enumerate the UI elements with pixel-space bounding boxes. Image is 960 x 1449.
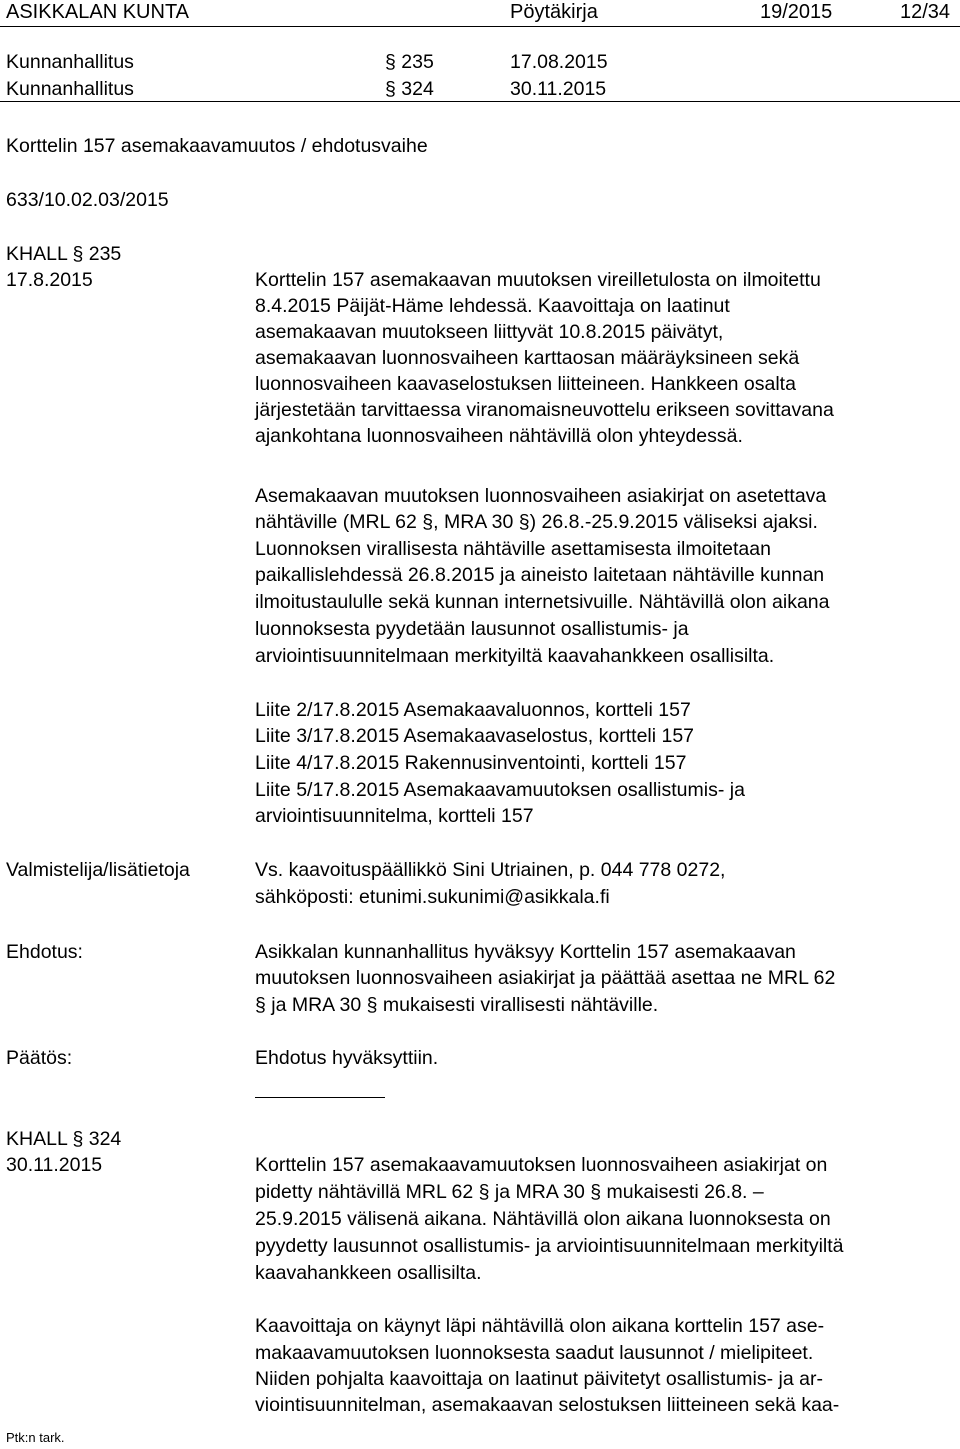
proposal-label: Ehdotus: <box>6 941 83 963</box>
reference-body: Kunnanhallitus <box>6 51 134 73</box>
paragraph-line: Korttelin 157 asemakaavan muutoksen vireilletulosta on ilmoitettu <box>255 269 821 291</box>
record-id: 633/10.02.03/2015 <box>6 189 169 211</box>
attachment-item: Liite 3/17.8.2015 Asemakaavaselostus, kortteli 157 <box>255 725 695 747</box>
attachment-item: Liite 5/17.8.2015 Asemakaavamuutoksen osallistumis- ja <box>255 779 745 801</box>
paragraph-line: ajankohtana luonnosvaiheen nähtävillä olon yhteydessä. <box>255 425 743 447</box>
paragraph-line: makaavamuutoksen luonnoksesta saadut lausunnot / mielipiteet. <box>255 1342 814 1364</box>
header-rule <box>0 26 960 27</box>
page-number: 12/34 <box>900 1 951 23</box>
proposal-line: muutoksen luonnosvaiheen asiakirjat ja päättää asettaa ne MRL 62 <box>255 967 836 989</box>
paragraph-line: asemakaavan muutokseen liittyvät 10.8.2015 päivätyt, <box>255 321 724 343</box>
paragraph-line: Niiden pohjalta kaavoittaja on laatinut päivitetyt osallistumis- ja ar- <box>255 1368 823 1390</box>
paragraph-line: pyydetty lausunnot osallistumis- ja arviointisuunnitelmaan merkityiltä <box>255 1235 844 1257</box>
document-number: 19/2015 <box>760 1 833 23</box>
paragraph-line: arviointisuunnitelmaan merkityiltä kaavahankkeen osallisilta. <box>255 645 775 667</box>
attachment-item: Liite 2/17.8.2015 Asemakaavaluonnos, kortteli 157 <box>255 699 691 721</box>
paragraph-line: ilmoitustaululle sekä kunnan internetsivuille. Nähtävillä olon aikana <box>255 591 830 613</box>
decision-text: Ehdotus hyväksyttiin. <box>255 1047 439 1069</box>
paragraph-line: Luonnoksen virallisesta nähtäville asettamisesta ilmoitetaan <box>255 538 771 560</box>
preparer-line: sähköposti: etunimi.sukunimi@asikkala.fi <box>255 886 610 908</box>
decision-label: Päätös: <box>6 1047 73 1069</box>
paragraph-line: paikallislehdessä 26.8.2015 ja aineisto laitetaan nähtäville kunnan <box>255 564 825 586</box>
paragraph-line: 25.9.2015 välisenä aikana. Nähtävillä olon aikana luonnoksesta on <box>255 1208 831 1230</box>
footer-initials-label: Ptk:n tark. <box>6 1430 65 1445</box>
preparer-line: Vs. kaavoituspäällikkö Sini Utriainen, p. 044 778 0272, <box>255 859 726 881</box>
paragraph-line: Kaavoittaja on käynyt läpi nähtävillä olon aikana korttelin 157 ase- <box>255 1315 825 1337</box>
reference-section: § 324 <box>385 78 434 100</box>
attachment-item: arviointisuunnitelma, kortteli 157 <box>255 805 534 827</box>
paragraph-line: pidetty nähtävillä MRL 62 § ja MRA 30 § mukaisesti 26.8. – <box>255 1181 764 1203</box>
meeting-date: 17.8.2015 <box>6 269 93 291</box>
paragraph-line: asemakaavan luonnosvaiheen karttaosan määräyksineen sekä <box>255 347 800 369</box>
reference-body: Kunnanhallitus <box>6 78 134 100</box>
paragraph-line: Korttelin 157 asemakaavamuutoksen luonnosvaiheen asiakirjat on <box>255 1154 828 1176</box>
paragraph-line: 8.4.2015 Päijät-Häme lehdessä. Kaavoittaja on laatinut <box>255 295 730 317</box>
proposal-line: Asikkalan kunnanhallitus hyväksyy Korttelin 157 asemakaavan <box>255 941 796 963</box>
page-title: Korttelin 157 asemakaavamuutos / ehdotusvaihe <box>6 135 428 157</box>
reference-date: 30.11.2015 <box>510 78 607 100</box>
preparer-label: Valmistelija/lisätietoja <box>6 859 190 881</box>
attachment-item: Liite 4/17.8.2015 Rakennusinventointi, kortteli 157 <box>255 752 687 774</box>
document-type: Pöytäkirja <box>510 1 598 23</box>
meeting-heading: KHALL § 324 <box>6 1128 122 1150</box>
paragraph-line: luonnoksesta pyydetään lausunnot osallistumis- ja <box>255 618 689 640</box>
paragraph-line: nähtäville (MRL 62 §, MRA 30 §) 26.8.-25.9.2015 väliseksi ajaksi. <box>255 511 818 533</box>
paragraph-line: kaavahankkeen osallisilta. <box>255 1262 482 1284</box>
paragraph-line: järjestetään tarvittaessa viranomaisneuvottelu erikseen sovittavana <box>255 399 834 421</box>
references-rule <box>0 101 960 102</box>
proposal-line: § ja MRA 30 § mukaisesti virallisesti nähtäville. <box>255 994 659 1016</box>
municipality-name: ASIKKALAN KUNTA <box>6 1 190 23</box>
reference-section: § 235 <box>385 51 434 73</box>
paragraph-line: Asemakaavan muutoksen luonnosvaiheen asiakirjat on asetettava <box>255 485 827 507</box>
paragraph-line: luonnosvaiheen kaavaselostuksen liitteineen. Hankkeen osalta <box>255 373 796 395</box>
meeting-heading: KHALL § 235 <box>6 243 122 265</box>
signature-rule <box>255 1097 385 1098</box>
meeting-date: 30.11.2015 <box>6 1154 103 1176</box>
reference-date: 17.08.2015 <box>510 51 608 73</box>
paragraph-line: viointisuunnitelman, asemakaavan selostuksen liitteineen sekä kaa- <box>255 1394 840 1416</box>
